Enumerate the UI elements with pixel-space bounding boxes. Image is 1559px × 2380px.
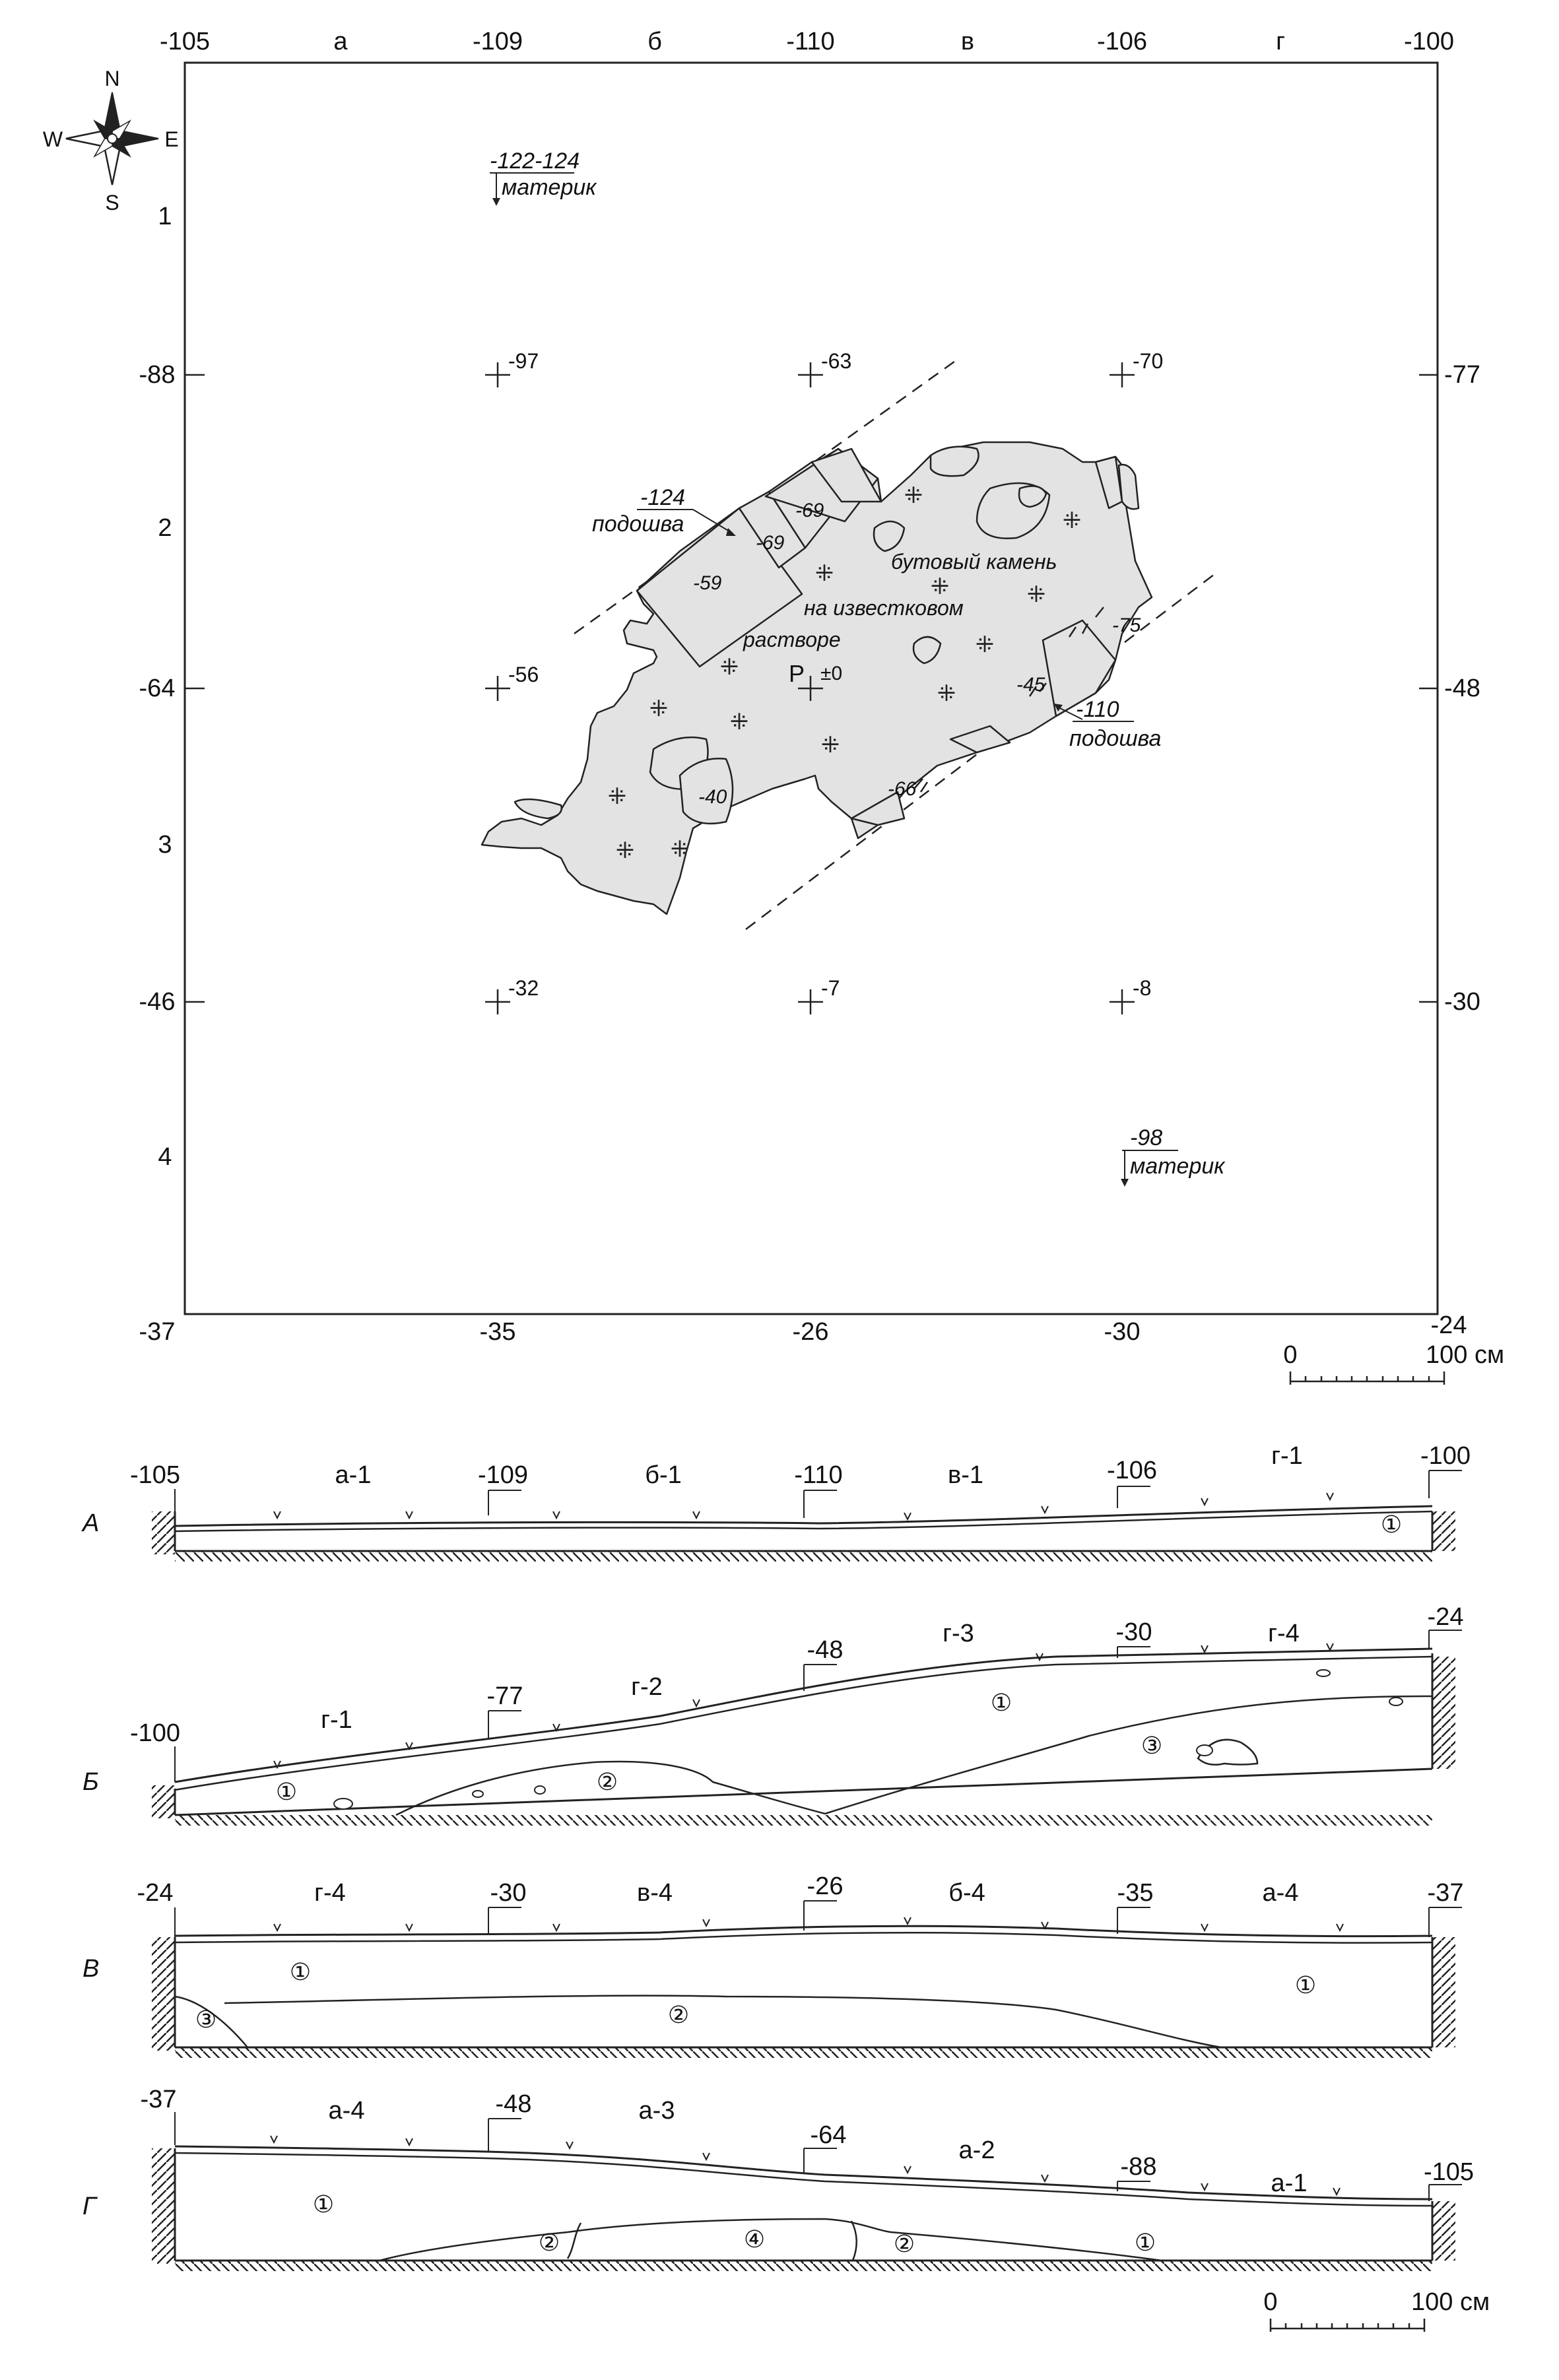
depth-bottom-value: -98 — [1130, 1125, 1163, 1150]
left-label: 4 — [158, 1143, 172, 1171]
profile-mark: -37 — [1427, 1879, 1464, 1907]
surface-ticks — [271, 1493, 1343, 2195]
right-label: -48 — [1444, 675, 1480, 702]
profile-square: а-2 — [958, 2136, 995, 2164]
profile-mark: -88 — [1120, 2153, 1157, 2181]
profile-scale-bar — [1263, 2288, 1490, 2332]
profile-mark: -30 — [1115, 1618, 1152, 1646]
profile-square: б-1 — [645, 1461, 682, 1489]
compass-rose-icon — [43, 67, 179, 215]
svg-text:⁜: ⁜ — [729, 710, 749, 735]
svg-text:⁜: ⁜ — [814, 561, 834, 586]
top-label: -110 — [786, 28, 835, 55]
stone-mark: -66 — [888, 778, 917, 800]
profile-mark: -48 — [807, 1636, 844, 1664]
profile-mark: -64 — [810, 2121, 847, 2149]
sole-right-label: подошва — [1069, 726, 1162, 751]
grid-mark: -97 — [508, 349, 539, 373]
plan-view — [43, 28, 1504, 1385]
stone — [515, 799, 562, 818]
profile-mark: -30 — [490, 1879, 527, 1907]
profile-scale-end: 100 см — [1411, 2288, 1490, 2316]
sole-right-value: -110 — [1076, 697, 1119, 722]
top-label: -105 — [159, 28, 211, 55]
profile-letter: А — [83, 1509, 100, 1537]
profile-mark: -24 — [1427, 1603, 1464, 1631]
top-label: -109 — [472, 28, 523, 55]
profile-scale-zero: 0 — [1263, 2288, 1278, 2316]
datum-letter: Р — [789, 660, 805, 687]
layer-number: ② — [667, 2001, 690, 2028]
depth-top — [490, 149, 597, 206]
profile-b — [83, 1603, 1463, 1826]
top-label: а — [333, 28, 348, 55]
masonry-text: растворе — [743, 628, 841, 651]
stone-mark: -59 — [693, 572, 722, 594]
stone-mark: -69 — [756, 532, 785, 554]
grid-mark: -56 — [508, 663, 539, 686]
masonry-text: на известковом — [804, 596, 964, 620]
layer-number: ② — [538, 2229, 560, 2256]
profile-mark: -110 — [794, 1461, 843, 1489]
svg-text:⁜: ⁜ — [719, 655, 739, 680]
bottom-label: -37 — [139, 1318, 176, 1346]
layer-number: ① — [289, 1958, 312, 1985]
left-label: -88 — [139, 361, 176, 389]
grid-mark: -63 — [821, 349, 852, 373]
compass-e: E — [164, 127, 179, 151]
right-label: -77 — [1444, 361, 1480, 389]
layer-number: ④ — [743, 2226, 766, 2253]
profile-g — [83, 2086, 1474, 2271]
profile-mark: -100 — [1420, 1442, 1471, 1470]
plan-right-labels — [1419, 361, 1480, 1016]
svg-text:⁜: ⁜ — [670, 837, 690, 862]
layer-number: ② — [596, 1768, 618, 1795]
right-label: -30 — [1444, 988, 1480, 1016]
profile-square: в-1 — [948, 1461, 983, 1489]
profile-letter: Б — [83, 1768, 99, 1796]
profile-square: а-4 — [328, 2097, 365, 2125]
svg-text:⁜: ⁜ — [904, 483, 923, 508]
left-label: -64 — [139, 675, 176, 702]
layer-number: ① — [990, 1689, 1012, 1716]
plan-left-labels — [139, 203, 205, 1171]
top-label: -100 — [1403, 28, 1455, 55]
svg-text:⁜: ⁜ — [975, 632, 995, 657]
grid-mark: -32 — [508, 976, 539, 1000]
bottom-label: -26 — [792, 1318, 829, 1346]
datum-value: ±0 — [820, 663, 843, 684]
plan-scale-bar — [1283, 1341, 1504, 1385]
profile-square: г-4 — [1268, 1620, 1300, 1647]
svg-text:⁜: ⁜ — [607, 784, 627, 809]
layer-number: ① — [312, 2191, 335, 2218]
grid-mark: -7 — [821, 976, 840, 1000]
stone-mark: -75 — [1112, 614, 1141, 636]
profile-mark: -105 — [129, 1461, 181, 1489]
grid-mark: -8 — [1133, 976, 1152, 1000]
masonry-text: бутовый камень — [891, 550, 1057, 574]
bottom-label: -35 — [479, 1318, 516, 1346]
depth-top-value: -122-124 — [490, 149, 580, 174]
layer-number: ① — [1134, 2229, 1156, 2256]
compass-w: W — [42, 127, 63, 151]
stone — [1119, 465, 1139, 509]
svg-text:⁜: ⁜ — [1062, 508, 1082, 533]
profile-square: а-4 — [1262, 1879, 1299, 1907]
layer-number: ② — [893, 2230, 915, 2257]
profile-square: г-2 — [631, 1673, 663, 1701]
svg-text:⁜: ⁜ — [937, 681, 956, 706]
profile-mark: -105 — [1423, 2158, 1475, 2186]
layer-number: ③ — [1141, 1732, 1163, 1759]
depth-top-label: материк — [502, 175, 597, 200]
profile-square: г-1 — [321, 1706, 352, 1734]
bottom-label: -30 — [1104, 1318, 1141, 1346]
svg-text:⁜: ⁜ — [649, 696, 669, 721]
top-label: в — [960, 28, 975, 55]
profile-mark: -48 — [495, 2090, 532, 2118]
stone-mark: -40 — [698, 786, 727, 808]
stone-mark: -45 — [1016, 674, 1045, 696]
profile-square: г-4 — [314, 1879, 346, 1907]
profile-mark: -37 — [140, 2086, 177, 2113]
top-label: б — [647, 28, 662, 55]
sole-left-value: -124 — [640, 485, 686, 510]
plan-bottom-labels — [139, 1311, 1467, 1346]
bottom-label: -24 — [1430, 1311, 1467, 1339]
profile-mark: -26 — [807, 1872, 844, 1900]
top-label: г — [1276, 28, 1285, 55]
left-label: 1 — [158, 203, 172, 230]
profile-mark: -35 — [1117, 1879, 1154, 1907]
layer-number: ① — [275, 1778, 298, 1805]
profile-square: г-3 — [943, 1620, 974, 1647]
left-label: 2 — [158, 514, 172, 542]
svg-text:⁜: ⁜ — [930, 574, 950, 599]
profile-square: а-1 — [335, 1461, 372, 1489]
profile-mark: -100 — [129, 1719, 181, 1747]
plan-scale-end: 100 см — [1426, 1341, 1505, 1369]
stone-mark: -69 — [795, 500, 824, 521]
layer-number: ① — [1380, 1511, 1403, 1538]
plan-top-labels — [160, 28, 1454, 55]
svg-text:⁜: ⁜ — [1026, 582, 1046, 607]
profile-letter: Г — [83, 2193, 96, 2220]
svg-text:⁜: ⁜ — [820, 733, 840, 758]
top-label: -106 — [1096, 28, 1148, 55]
profile-square: г-1 — [1271, 1442, 1303, 1470]
grid-mark: -70 — [1133, 349, 1164, 373]
svg-text:⁜: ⁜ — [615, 838, 635, 863]
profile-square: а-3 — [638, 2097, 675, 2125]
depth-bottom — [1121, 1125, 1226, 1187]
left-label: 3 — [158, 831, 172, 859]
profile-a — [81, 1442, 1471, 1562]
sole-left-label: подошва — [592, 512, 684, 537]
profile-mark: -109 — [477, 1461, 529, 1489]
plan-scale-zero: 0 — [1283, 1341, 1298, 1369]
profile-mark: -106 — [1106, 1457, 1158, 1484]
compass-s: S — [105, 191, 119, 215]
compass-n: N — [104, 67, 120, 90]
profile-letter: В — [83, 1955, 100, 1983]
profile-square: а-1 — [1271, 2169, 1308, 2197]
profile-square: б-4 — [948, 1879, 985, 1907]
layer-number: ③ — [195, 2006, 217, 2033]
depth-bottom-label: материк — [1130, 1154, 1225, 1179]
profile-square: в-4 — [637, 1879, 673, 1907]
profile-mark: -24 — [137, 1879, 174, 1907]
left-label: -46 — [139, 988, 176, 1016]
profile-mark: -77 — [486, 1682, 523, 1710]
profile-v — [83, 1872, 1463, 2058]
layer-number: ① — [1294, 1971, 1317, 1999]
